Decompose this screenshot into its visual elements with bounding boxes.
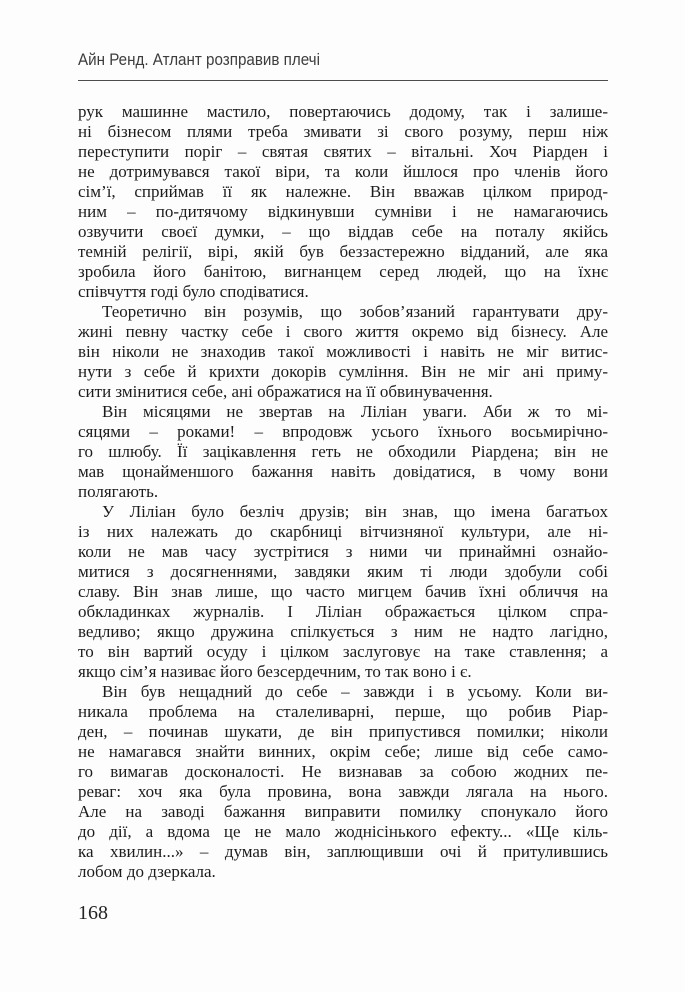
text-line: не дотримувався такої віри, та коли йшлося про членів його: [78, 162, 608, 181]
text-line: сити змінитися себе, ані ображатися на її обвинувачення.: [78, 382, 493, 401]
text-line: го вимагав досконалості. Не визнавав за собою жодних пе-: [78, 762, 608, 781]
text-line: мав щонайменшого бажання навіть довідатися, в чому вони: [78, 462, 608, 481]
text-line: сім’ї, сприймав її як належне. Він вважав цілком природ-: [78, 182, 608, 201]
text-line: рук машинне мастило, повертаючись додому, так і залише-: [78, 102, 608, 121]
text-line: Він був нещадний до себе – завжди і в усьому. Коли ви-: [102, 682, 608, 701]
text-line: до дії, а вдома це не мало жоднісінького ефекту... «Ще кіль-: [78, 822, 608, 841]
page-number: 168: [78, 902, 108, 924]
text-line: жині певну частку себе і свого життя окремо від бізнесу. Але: [78, 322, 608, 341]
text-line: сяцями – роками! – впродовж усього їхнього восьмирічно-: [78, 422, 608, 441]
text-line: ні бізнесом плями треба змивати зі свого розуму, перш ніж: [78, 122, 608, 141]
text-line: ведливо; якщо дружина спілкується з ним не надто лагідно,: [78, 622, 608, 641]
text-line: митися з досягненнями, завдяки яким ті люди здобули собі: [78, 562, 608, 581]
text-line: У Ліліан було безліч друзів; він знав, що імена багатьох: [102, 502, 608, 521]
text-line: ден, – починав шукати, де він припустився помилки; ніколи: [78, 722, 608, 741]
text-line: лобом до дзеркала.: [78, 862, 216, 881]
text-line: ка хвилин...» – думав він, заплющивши очі й притулившись: [78, 842, 608, 861]
text-line: Але на заводі бажання виправити помилку спонукало його: [78, 802, 608, 821]
text-line: із них належать до скарбниці вітчизняної культури, але ні-: [78, 522, 608, 541]
text-line: го шлюбу. Її зацікавлення геть не обходили Ріардена; він не: [78, 442, 608, 461]
text-line: славу. Він знав лише, що часто мигцем бачив їхні обличчя на: [78, 582, 608, 601]
text-line: полягають.: [78, 482, 159, 501]
body-text: [78, 102, 608, 882]
text-line: озвучити своєї думки, – що віддав себе на поталу якійсь: [78, 222, 608, 241]
text-line: Теоретично він розумів, що зобов’язаний гарантувати дру-: [102, 302, 608, 321]
running-head: Айн Ренд. Атлант розправив плечі: [78, 51, 320, 69]
text-line: темній релігії, вірі, якій був беззастережно відданий, але яка: [78, 242, 608, 261]
text-line: Він місяцями не звертав на Ліліан уваги. Аби ж то мі-: [102, 402, 608, 421]
header-rule: [78, 80, 608, 81]
text-line: то він вартий осуду і цілком заслуговує на таке ставлення; а: [78, 642, 608, 661]
text-line: переступити поріг – святая святих – вітальні. Хоч Ріарден і: [78, 142, 608, 161]
text-line: коли не мав часу зустрітися з ними чи принаймні ознайо-: [78, 542, 608, 561]
text-line: никала проблема на сталеливарні, перше, що робив Ріар-: [78, 702, 608, 721]
text-line: зробила його банітою, вигнанцем серед людей, що на їхнє: [78, 262, 608, 281]
text-line: ним – по-дитячому відкинувши сумніви і не намагаючись: [78, 202, 608, 221]
text-line: реваг: хоч яка була провина, вона завжди лягала на нього.: [78, 782, 608, 801]
text-line: співчуття годі було сподіватися.: [78, 282, 309, 301]
text-line: обкладинках журналів. І Ліліан ображається цілком спра-: [78, 602, 608, 621]
text-line: він ніколи не знаходив такої можливості і навіть не міг витис-: [78, 342, 608, 361]
text-line: нути з себе й крихти докорів сумління. Він не міг ані приму-: [78, 362, 608, 381]
text-line: якщо сім’я називає його безсердечним, то так воно і є.: [78, 662, 472, 681]
text-line: не намагався знайти винних, окрім себе; лише від себе само-: [78, 742, 608, 761]
